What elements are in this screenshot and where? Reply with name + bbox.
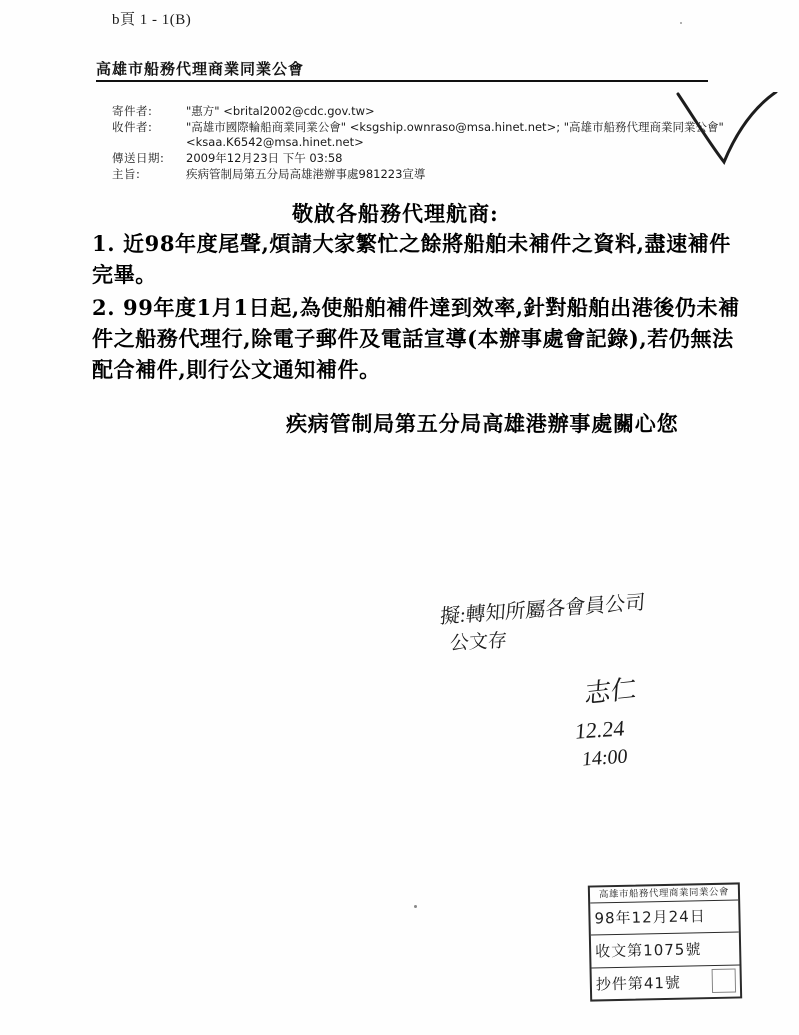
stamp-seal-icon <box>712 969 736 993</box>
mail-value-date: 2009年12月23日 下午 03:58 <box>186 151 343 165</box>
handwritten-checkmark-icon <box>672 92 782 172</box>
mail-label-date: 傳送日期: <box>112 151 165 165</box>
scan-speck <box>414 905 417 908</box>
mail-label-to: 收件者: <box>112 120 153 134</box>
header-divider <box>96 80 708 82</box>
page-marker: b頁 1 - 1(B) <box>112 12 192 28</box>
handwritten-signature: 志仁 <box>583 674 638 709</box>
scan-speck <box>680 22 682 24</box>
letter-paragraph-2: 2. 99年度1月1日起,為使船舶補件達到效率,針對船舶出港後仍未補件之船務代理行,除電子郵件及電話宣導(本辦事處會記錄),若仍無法配合補件,則行公文通知補件。 <box>92 295 740 382</box>
letter-closing: 疾病管制局第五分局高雄港辦事處關心您 <box>286 411 679 436</box>
letter-paragraph-1: 1. 近98年度尾聲,煩請大家繁忙之餘將船舶未補件之資料,盡速補件完畢。 <box>92 231 731 287</box>
mail-value-to: "高雄市國際輪船商業同業公會" <ksgship.ownraso@msa.hinet.net>; "高雄市船務代理商業同業公會" <ksaa.K6542@msa.hinet.net> <box>186 120 724 149</box>
handwritten-note-line-1: 擬:轉知所屬各會員公司 <box>439 591 646 629</box>
letter-salutation: 敬啟各船務代理航商: <box>292 201 499 226</box>
handwritten-annotation-block <box>440 575 760 795</box>
mail-row <box>112 151 732 166</box>
mail-row <box>112 120 732 150</box>
association-name: 高雄市船務代理商業同業公會 <box>96 60 305 78</box>
mail-value-subject: 疾病管制局第五分局高雄港辦事處981223宣導 <box>186 167 426 181</box>
mail-header-block <box>112 104 732 183</box>
stamp-copy-number: 抄件第41號 <box>595 973 682 994</box>
mail-label-from: 寄件者: <box>112 104 153 118</box>
handwritten-date-line-2: 14:00 <box>581 745 629 771</box>
mail-label-subject: 主旨: <box>112 167 141 181</box>
received-stamp <box>588 882 742 1001</box>
mail-row <box>112 104 732 119</box>
handwritten-note-line-2: 公文存 <box>449 630 508 655</box>
stamp-date: 98年12月24日 <box>590 899 739 935</box>
mail-value-from: "惠方" <brital2002@cdc.gov.tw> <box>186 104 375 118</box>
stamp-received-number: 收文第1075號 <box>591 932 740 968</box>
stamp-title: 高雄市船務代理商業同業公會 <box>590 885 738 903</box>
handwritten-date-line-1: 12.24 <box>574 715 626 744</box>
mail-row <box>112 167 732 182</box>
